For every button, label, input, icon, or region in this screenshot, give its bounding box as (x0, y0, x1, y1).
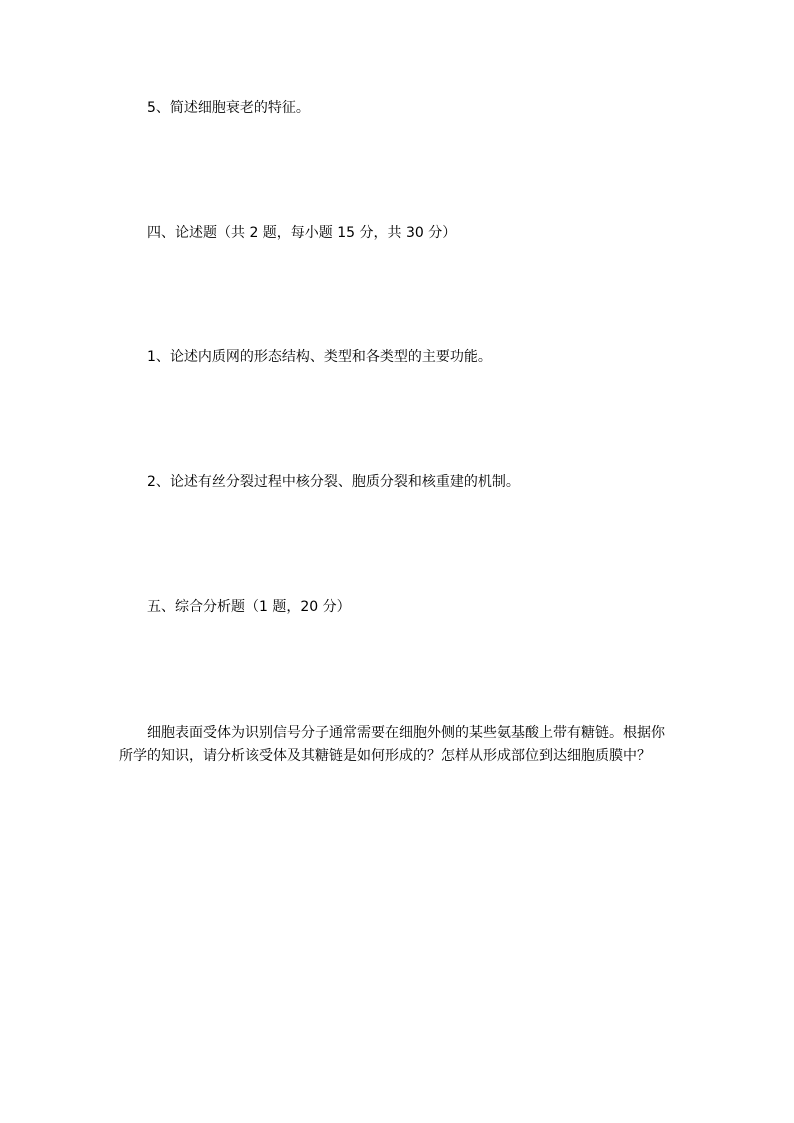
section-4-heading: 四、论述题（共 2 题，每小题 15 分，共 30 分） (147, 225, 457, 241)
paragraph-line-2: 所学的知识，请分析该受体及其糖链是如何形成的？怎样从形成部位到达细胞质膜中？ (119, 748, 651, 764)
essay-question-2: 2、论述有丝分裂过程中核分裂、胞质分裂和核重建的机制。 (147, 474, 520, 490)
essay-question-1: 1、论述内质网的形态结构、类型和各类型的主要功能。 (147, 349, 492, 365)
analysis-question-paragraph (119, 722, 679, 768)
question-5: 5、简述细胞衰老的特征。 (147, 100, 310, 116)
section-5-heading: 五、综合分析题（1 题，20 分） (147, 599, 351, 615)
paragraph-line-1: 细胞表面受体为识别信号分子通常需要在细胞外侧的某些氨基酸上带有糖链。根据你 (147, 725, 665, 741)
